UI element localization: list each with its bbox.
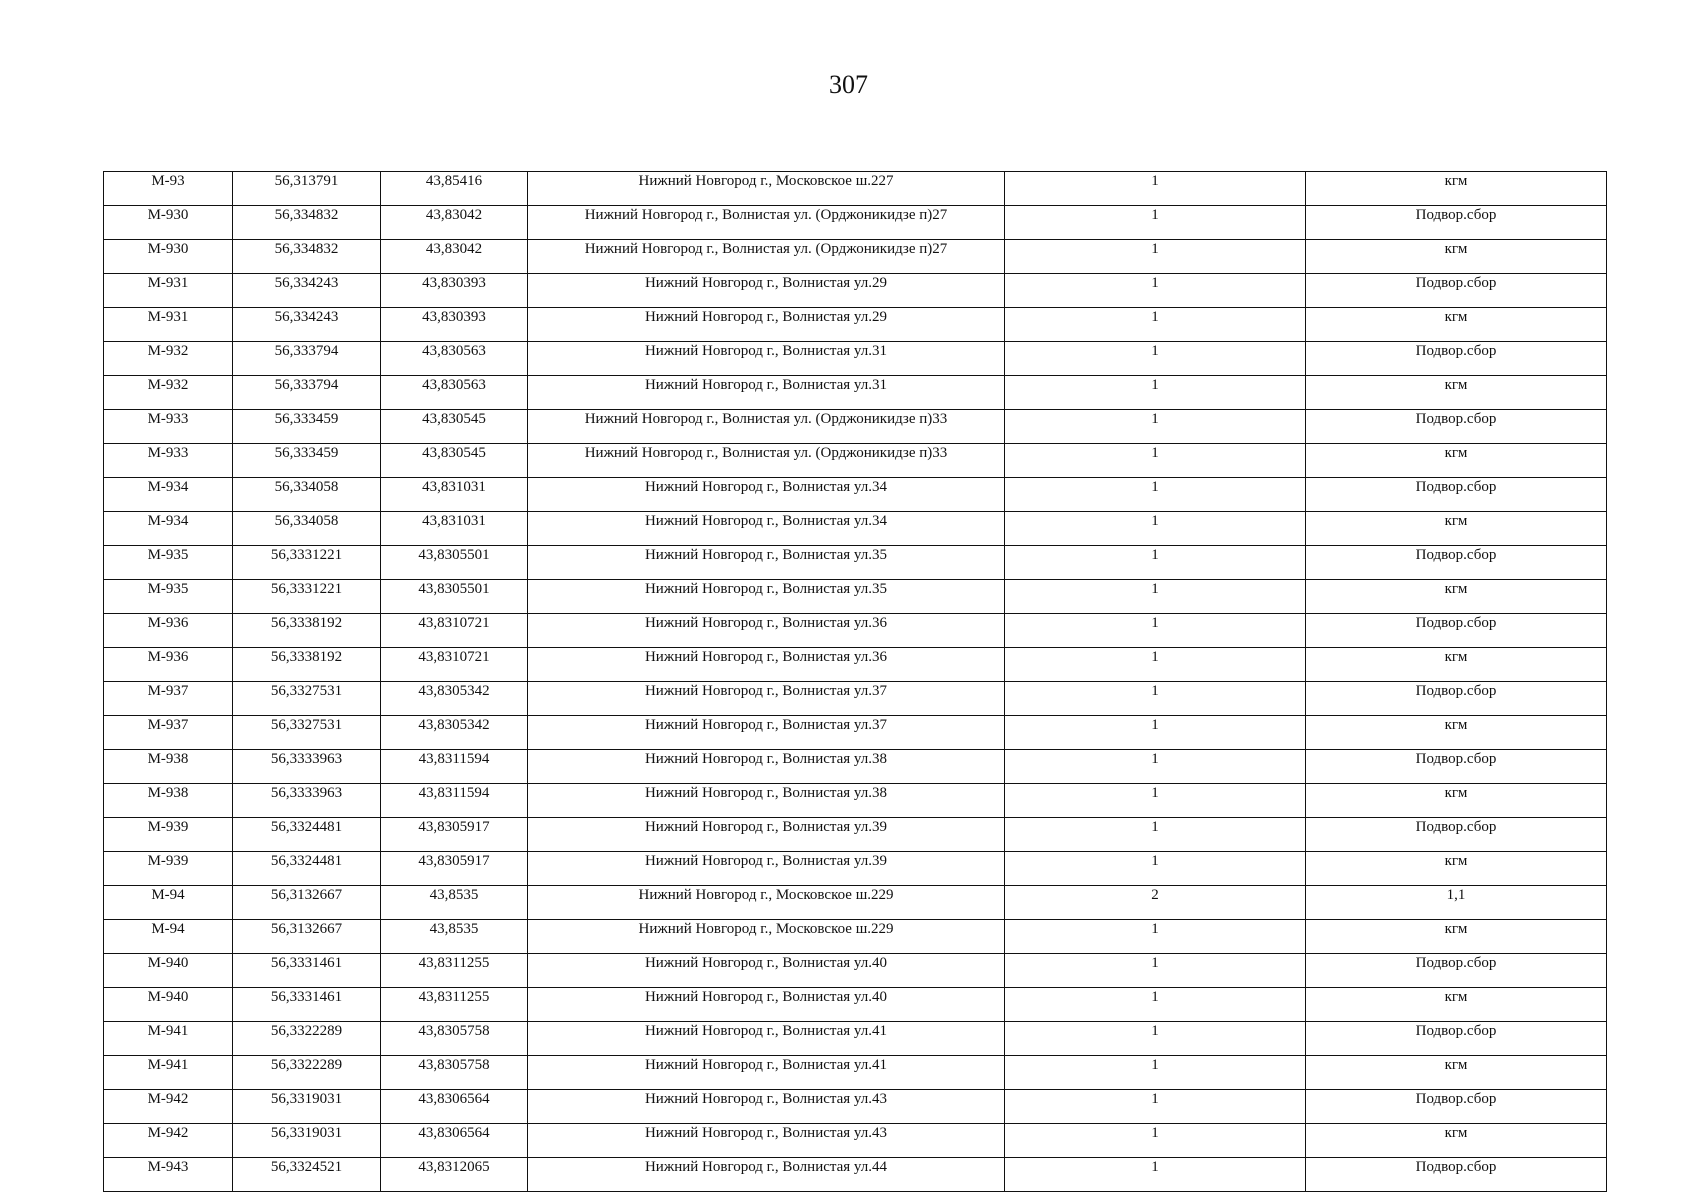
- cell-type: кгм: [1306, 444, 1607, 478]
- cell-address: Нижний Новгород г., Волнистая ул.43: [528, 1090, 1005, 1124]
- cell-type: Подвор.сбор: [1306, 750, 1607, 784]
- cell-longitude: 43,8305917: [381, 818, 528, 852]
- cell-latitude: 56,3327531: [233, 682, 381, 716]
- cell-latitude: 56,334832: [233, 240, 381, 274]
- cell-address: Нижний Новгород г., Волнистая ул. (Орджоникидзе п)33: [528, 410, 1005, 444]
- cell-longitude: 43,831031: [381, 512, 528, 546]
- cell-type: кгм: [1306, 716, 1607, 750]
- cell-object-id: М-940: [104, 988, 233, 1022]
- cell-type: Подвор.сбор: [1306, 274, 1607, 308]
- cell-type: кгм: [1306, 240, 1607, 274]
- cell-longitude: 43,8310721: [381, 648, 528, 682]
- cell-longitude: 43,8535: [381, 886, 528, 920]
- cell-longitude: 43,8311594: [381, 784, 528, 818]
- cell-type: кгм: [1306, 784, 1607, 818]
- cell-count: 1: [1005, 818, 1306, 852]
- cell-object-id: М-942: [104, 1090, 233, 1124]
- table-row: [104, 444, 1607, 478]
- cell-count: 1: [1005, 342, 1306, 376]
- cell-longitude: 43,85416: [381, 172, 528, 206]
- cell-count: 1: [1005, 512, 1306, 546]
- cell-type: Подвор.сбор: [1306, 1022, 1607, 1056]
- table-row: [104, 1158, 1607, 1192]
- cell-longitude: 43,831031: [381, 478, 528, 512]
- cell-count: 1: [1005, 376, 1306, 410]
- cell-address: Нижний Новгород г., Волнистая ул.36: [528, 648, 1005, 682]
- table-row: [104, 988, 1607, 1022]
- cell-latitude: 56,333459: [233, 410, 381, 444]
- cell-count: 1: [1005, 206, 1306, 240]
- cell-count: 1: [1005, 172, 1306, 206]
- cell-type: кгм: [1306, 920, 1607, 954]
- table-row: [104, 410, 1607, 444]
- cell-latitude: 56,3324481: [233, 852, 381, 886]
- cell-object-id: М-931: [104, 308, 233, 342]
- cell-count: 1: [1005, 920, 1306, 954]
- cell-count: 1: [1005, 1056, 1306, 1090]
- table-row: [104, 1056, 1607, 1090]
- cell-count: 1: [1005, 614, 1306, 648]
- cell-object-id: М-93: [104, 172, 233, 206]
- cell-count: 1: [1005, 240, 1306, 274]
- cell-type: кгм: [1306, 512, 1607, 546]
- cell-type: Подвор.сбор: [1306, 410, 1607, 444]
- table-row: [104, 274, 1607, 308]
- cell-object-id: М-930: [104, 206, 233, 240]
- cell-address: Нижний Новгород г., Волнистая ул.34: [528, 512, 1005, 546]
- cell-object-id: М-937: [104, 682, 233, 716]
- cell-longitude: 43,83042: [381, 240, 528, 274]
- cell-latitude: 56,3331461: [233, 988, 381, 1022]
- cell-count: 1: [1005, 274, 1306, 308]
- cell-address: Нижний Новгород г., Волнистая ул.35: [528, 580, 1005, 614]
- cell-count: 1: [1005, 580, 1306, 614]
- cell-longitude: 43,8311594: [381, 750, 528, 784]
- cell-object-id: М-933: [104, 444, 233, 478]
- cell-object-id: М-937: [104, 716, 233, 750]
- cell-longitude: 43,8306564: [381, 1090, 528, 1124]
- cell-longitude: 43,830563: [381, 376, 528, 410]
- cell-address: Нижний Новгород г., Волнистая ул.40: [528, 988, 1005, 1022]
- page-number: 307: [829, 70, 868, 99]
- cell-address: Нижний Новгород г., Волнистая ул.31: [528, 376, 1005, 410]
- cell-longitude: 43,830545: [381, 444, 528, 478]
- cell-count: 1: [1005, 750, 1306, 784]
- cell-address: Нижний Новгород г., Волнистая ул.39: [528, 818, 1005, 852]
- table-row: [104, 682, 1607, 716]
- table-row: [104, 546, 1607, 580]
- cell-count: 1: [1005, 648, 1306, 682]
- cell-longitude: 43,8311255: [381, 954, 528, 988]
- cell-type: кгм: [1306, 1056, 1607, 1090]
- table-row: [104, 376, 1607, 410]
- cell-object-id: М-930: [104, 240, 233, 274]
- cell-count: 1: [1005, 784, 1306, 818]
- cell-type: кгм: [1306, 308, 1607, 342]
- table-row: [104, 954, 1607, 988]
- cell-object-id: М-931: [104, 274, 233, 308]
- table-row: [104, 1124, 1607, 1158]
- cell-type: Подвор.сбор: [1306, 954, 1607, 988]
- cell-longitude: 43,830393: [381, 308, 528, 342]
- cell-longitude: 43,8305917: [381, 852, 528, 886]
- cell-object-id: М-936: [104, 614, 233, 648]
- cell-count: 1: [1005, 546, 1306, 580]
- cell-address: Нижний Новгород г., Волнистая ул.41: [528, 1056, 1005, 1090]
- cell-address: Нижний Новгород г., Волнистая ул. (Орджоникидзе п)27: [528, 240, 1005, 274]
- cell-address: Нижний Новгород г., Волнистая ул. (Орджоникидзе п)33: [528, 444, 1005, 478]
- cell-type: Подвор.сбор: [1306, 682, 1607, 716]
- table-row: [104, 206, 1607, 240]
- cell-latitude: 56,3319031: [233, 1090, 381, 1124]
- cell-count: 1: [1005, 1158, 1306, 1192]
- cell-longitude: 43,8311255: [381, 988, 528, 1022]
- cell-latitude: 56,3319031: [233, 1124, 381, 1158]
- cell-latitude: 56,334058: [233, 512, 381, 546]
- cell-address: Нижний Новгород г., Волнистая ул.41: [528, 1022, 1005, 1056]
- cell-object-id: М-940: [104, 954, 233, 988]
- cell-object-id: М-938: [104, 750, 233, 784]
- cell-address: Нижний Новгород г., Волнистая ул.44: [528, 1158, 1005, 1192]
- cell-latitude: 56,334058: [233, 478, 381, 512]
- cell-longitude: 43,8312065: [381, 1158, 528, 1192]
- cell-object-id: М-939: [104, 852, 233, 886]
- table-row: [104, 342, 1607, 376]
- cell-address: Нижний Новгород г., Волнистая ул. (Орджоникидзе п)27: [528, 206, 1005, 240]
- table-row: [104, 886, 1607, 920]
- cell-latitude: 56,333794: [233, 376, 381, 410]
- cell-address: Нижний Новгород г., Волнистая ул.37: [528, 682, 1005, 716]
- cell-latitude: 56,3324521: [233, 1158, 381, 1192]
- cell-type: Подвор.сбор: [1306, 342, 1607, 376]
- cell-type: 1,1: [1306, 886, 1607, 920]
- cell-latitude: 56,313791: [233, 172, 381, 206]
- table-row: [104, 1022, 1607, 1056]
- cell-latitude: 56,3331221: [233, 580, 381, 614]
- cell-object-id: М-94: [104, 886, 233, 920]
- cell-object-id: М-932: [104, 342, 233, 376]
- table-row: [104, 716, 1607, 750]
- cell-longitude: 43,8535: [381, 920, 528, 954]
- cell-count: 1: [1005, 716, 1306, 750]
- cell-latitude: 56,3338192: [233, 648, 381, 682]
- cell-object-id: М-941: [104, 1056, 233, 1090]
- cell-latitude: 56,3132667: [233, 920, 381, 954]
- cell-longitude: 43,8305342: [381, 716, 528, 750]
- table-row: [104, 240, 1607, 274]
- cell-address: Нижний Новгород г., Волнистая ул.29: [528, 308, 1005, 342]
- cell-type: Подвор.сбор: [1306, 1090, 1607, 1124]
- table-row: [104, 750, 1607, 784]
- cell-count: 1: [1005, 410, 1306, 444]
- cell-longitude: 43,8306564: [381, 1124, 528, 1158]
- table-row: [104, 512, 1607, 546]
- cell-longitude: 43,8305501: [381, 580, 528, 614]
- cell-latitude: 56,334243: [233, 274, 381, 308]
- table-row: [104, 478, 1607, 512]
- cell-address: Нижний Новгород г., Волнистая ул.37: [528, 716, 1005, 750]
- cell-address: Нижний Новгород г., Волнистая ул.29: [528, 274, 1005, 308]
- cell-address: Нижний Новгород г., Волнистая ул.39: [528, 852, 1005, 886]
- cell-address: Нижний Новгород г., Московское ш.229: [528, 886, 1005, 920]
- cell-longitude: 43,830393: [381, 274, 528, 308]
- cell-type: кгм: [1306, 988, 1607, 1022]
- data-table: [103, 171, 1607, 1192]
- cell-latitude: 56,333459: [233, 444, 381, 478]
- cell-type: Подвор.сбор: [1306, 546, 1607, 580]
- cell-object-id: М-935: [104, 546, 233, 580]
- cell-count: 1: [1005, 852, 1306, 886]
- cell-longitude: 43,8305342: [381, 682, 528, 716]
- cell-object-id: М-941: [104, 1022, 233, 1056]
- cell-type: кгм: [1306, 1124, 1607, 1158]
- cell-address: Нижний Новгород г., Волнистая ул.34: [528, 478, 1005, 512]
- cell-type: кгм: [1306, 580, 1607, 614]
- cell-longitude: 43,83042: [381, 206, 528, 240]
- cell-address: Нижний Новгород г., Волнистая ул.35: [528, 546, 1005, 580]
- cell-latitude: 56,3327531: [233, 716, 381, 750]
- cell-address: Нижний Новгород г., Волнистая ул.36: [528, 614, 1005, 648]
- cell-latitude: 56,333794: [233, 342, 381, 376]
- cell-longitude: 43,8305501: [381, 546, 528, 580]
- cell-latitude: 56,3333963: [233, 750, 381, 784]
- table-row: [104, 172, 1607, 206]
- cell-longitude: 43,8310721: [381, 614, 528, 648]
- cell-count: 1: [1005, 478, 1306, 512]
- table-row: [104, 818, 1607, 852]
- cell-count: 1: [1005, 988, 1306, 1022]
- cell-object-id: М-933: [104, 410, 233, 444]
- table-row: [104, 648, 1607, 682]
- table-row: [104, 614, 1607, 648]
- cell-address: Нижний Новгород г., Волнистая ул.38: [528, 784, 1005, 818]
- cell-count: 1: [1005, 308, 1306, 342]
- cell-address: Нижний Новгород г., Волнистая ул.38: [528, 750, 1005, 784]
- table-body: [104, 172, 1607, 1192]
- table-row: [104, 852, 1607, 886]
- cell-object-id: М-936: [104, 648, 233, 682]
- cell-longitude: 43,8305758: [381, 1022, 528, 1056]
- cell-latitude: 56,334243: [233, 308, 381, 342]
- cell-latitude: 56,334832: [233, 206, 381, 240]
- cell-address: Нижний Новгород г., Московское ш.227: [528, 172, 1005, 206]
- cell-count: 1: [1005, 1022, 1306, 1056]
- cell-object-id: М-932: [104, 376, 233, 410]
- cell-type: кгм: [1306, 376, 1607, 410]
- table-row: [104, 1090, 1607, 1124]
- table-row: [104, 920, 1607, 954]
- cell-type: Подвор.сбор: [1306, 614, 1607, 648]
- cell-count: 1: [1005, 444, 1306, 478]
- cell-latitude: 56,3132667: [233, 886, 381, 920]
- cell-address: Нижний Новгород г., Волнистая ул.43: [528, 1124, 1005, 1158]
- cell-latitude: 56,3322289: [233, 1022, 381, 1056]
- cell-count: 1: [1005, 954, 1306, 988]
- cell-latitude: 56,3333963: [233, 784, 381, 818]
- table-row: [104, 784, 1607, 818]
- cell-longitude: 43,830545: [381, 410, 528, 444]
- cell-object-id: М-934: [104, 512, 233, 546]
- cell-latitude: 56,3338192: [233, 614, 381, 648]
- cell-count: 1: [1005, 682, 1306, 716]
- cell-latitude: 56,3322289: [233, 1056, 381, 1090]
- cell-count: 1: [1005, 1124, 1306, 1158]
- cell-type: Подвор.сбор: [1306, 206, 1607, 240]
- cell-object-id: М-938: [104, 784, 233, 818]
- cell-type: кгм: [1306, 852, 1607, 886]
- cell-type: кгм: [1306, 648, 1607, 682]
- cell-type: Подвор.сбор: [1306, 818, 1607, 852]
- cell-object-id: М-94: [104, 920, 233, 954]
- cell-object-id: М-942: [104, 1124, 233, 1158]
- cell-object-id: М-934: [104, 478, 233, 512]
- cell-type: Подвор.сбор: [1306, 478, 1607, 512]
- table-row: [104, 308, 1607, 342]
- cell-type: Подвор.сбор: [1306, 1158, 1607, 1192]
- cell-object-id: М-943: [104, 1158, 233, 1192]
- cell-object-id: М-935: [104, 580, 233, 614]
- cell-count: 2: [1005, 886, 1306, 920]
- cell-longitude: 43,8305758: [381, 1056, 528, 1090]
- cell-address: Нижний Новгород г., Волнистая ул.40: [528, 954, 1005, 988]
- cell-address: Нижний Новгород г., Волнистая ул.31: [528, 342, 1005, 376]
- cell-latitude: 56,3331221: [233, 546, 381, 580]
- cell-latitude: 56,3324481: [233, 818, 381, 852]
- cell-count: 1: [1005, 1090, 1306, 1124]
- cell-latitude: 56,3331461: [233, 954, 381, 988]
- cell-longitude: 43,830563: [381, 342, 528, 376]
- table-row: [104, 580, 1607, 614]
- cell-type: кгм: [1306, 172, 1607, 206]
- cell-address: Нижний Новгород г., Московское ш.229: [528, 920, 1005, 954]
- cell-object-id: М-939: [104, 818, 233, 852]
